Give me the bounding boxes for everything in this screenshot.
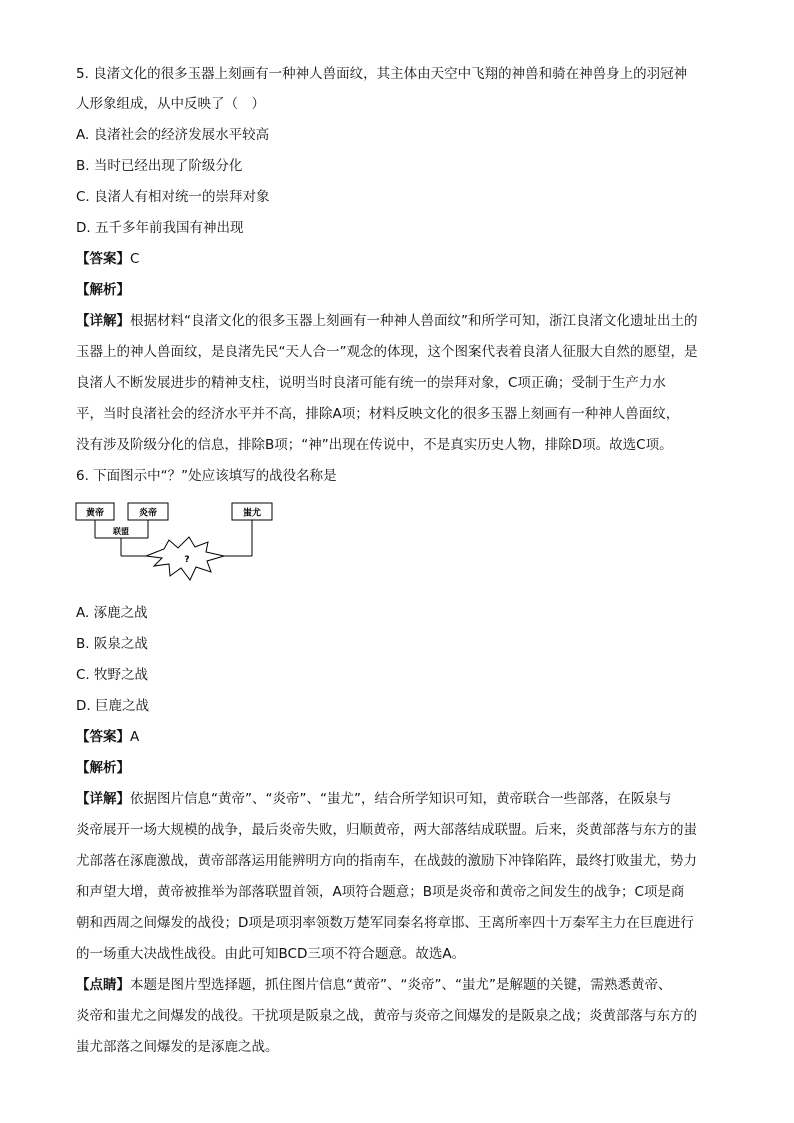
q5-detail-line-4: 平，当时良渚社会的经济水平并不高，排除A项；材料反映文化的很多玉器上刻画有一种神人兽面纹， [76,406,680,422]
q6-option-b: B. 阪泉之战 [76,636,148,652]
q6-answer-value: A [130,729,140,745]
q6-detail-line-2: 炎帝展开一场大规模的战争，最后炎帝失败，归顺黄帝，两大部落结成联盟。后来，炎黄部落与东方的蚩 [76,822,697,838]
diagram-label-alliance: 联盟 [113,527,129,536]
q6-option-a: A. 涿鹿之战 [76,605,148,621]
q5-stem-line-1: 5. 良渚文化的很多玉器上刻画有一种神人兽面纹，其主体由天空中飞翔的神兽和骑在神兽身上的羽冠神 [76,66,688,82]
q6-comment-text-1: 本题是图片型选择题，抓住图片信息“黄帝”、“炎帝”、“蚩尤”是解题的关键，需熟悉黄帝、 [130,977,672,993]
q5-analysis-tag: 【解析】 [76,282,130,298]
q6-answer [76,727,139,747]
diagram-label-yandi: 炎帝 [138,508,158,519]
q6-analysis-tag: 【解析】 [76,760,130,776]
q5-detail-line-3: 良渚人不断发展进步的精神支柱，说明当时良渚可能有统一的崇拜对象，C项正确；受制于生产力水 [76,375,666,391]
q6-comment-line-2: 炎帝和蚩尤之间爆发的战役。干扰项是阪泉之战，黄帝与炎帝之间爆发的是阪泉之战；炎黄部落与东方的 [76,1008,697,1024]
q6-detail-line-4: 和声望大增，黄帝被推举为部落联盟首领，A项符合题意；B项是炎帝和黄帝之间发生的战争；C项是商 [76,884,685,900]
q5-option-d: D. 五千多年前我国有神出现 [76,220,244,236]
q6-detail-text-1: 依据图片信息“黄帝”、“炎帝”、“蚩尤”，结合所学知识可知，黄帝联合一些部落，在阪泉与 [130,791,672,807]
q6-option-c: C. 牧野之战 [76,667,149,683]
q5-option-b: B. 当时已经出现了阶级分化 [76,158,243,174]
q6-stem: 6. 下面图示中“？”处应该填写的战役名称是 [76,468,337,484]
q6-detail-tag: 【详解】 [76,791,130,807]
q5-detail-line-2: 玉器上的神人兽面纹，是良渚先民“天人合一”观念的体现，这个图案代表着良渚人征服大自然的愿望，是 [76,344,698,360]
diagram-label-huangdi: 黄帝 [85,508,105,519]
diagram-label-chiyou: 蚩尤 [242,508,262,519]
q6-comment-tag: 【点睛】 [76,977,130,993]
q5-answer-value: C [130,251,140,267]
q5-detail-text-1: 根据材料“良渚文化的很多玉器上刻画有一种神人兽面纹”和所学可知，浙江良渚文化遗址出土的 [130,313,698,329]
diagram-unknown-mark: ? [184,555,190,565]
q6-comment-line-1 [76,975,671,995]
q5-detail-tag: 【详解】 [76,313,130,329]
q5-option-c: C. 良渚人有相对统一的崇拜对象 [76,189,270,205]
q6-answer-tag: 【答案】 [76,729,130,745]
q5-answer [76,249,139,269]
q6-option-d: D. 巨鹿之战 [76,698,149,714]
q5-detail-line-1 [76,311,698,331]
q6-detail-line-3: 尤部落在涿鹿激战，黄帝部落运用能辨明方向的指南车，在战鼓的激励下冲锋陷阵，最终打败蚩尤，势力 [76,853,697,869]
battle-diagram [74,500,274,586]
q5-option-a: A. 良渚社会的经济发展水平较高 [76,127,270,143]
q5-answer-tag: 【答案】 [76,251,130,267]
q6-detail-line-1 [76,789,671,809]
q5-stem-line-2: 人形象组成，从中反映了（ ） [76,96,265,112]
q6-comment-line-3: 蚩尤部落之间爆发的是涿鹿之战。 [76,1039,279,1055]
q6-detail-line-5: 朝和西周之间爆发的战役；D项是项羽率领数万楚军同秦名将章邯、王离所率四十万秦军主力在巨鹿进行 [76,915,694,931]
q5-detail-line-5: 没有涉及阶级分化的信息，排除B项；“神”出现在传说中，不是真实历史人物，排除D项。故选C项。 [76,437,673,453]
q6-detail-line-6: 的一场重大决战性战役。由此可知BCD三项不符合题意。故选A。 [76,946,466,962]
